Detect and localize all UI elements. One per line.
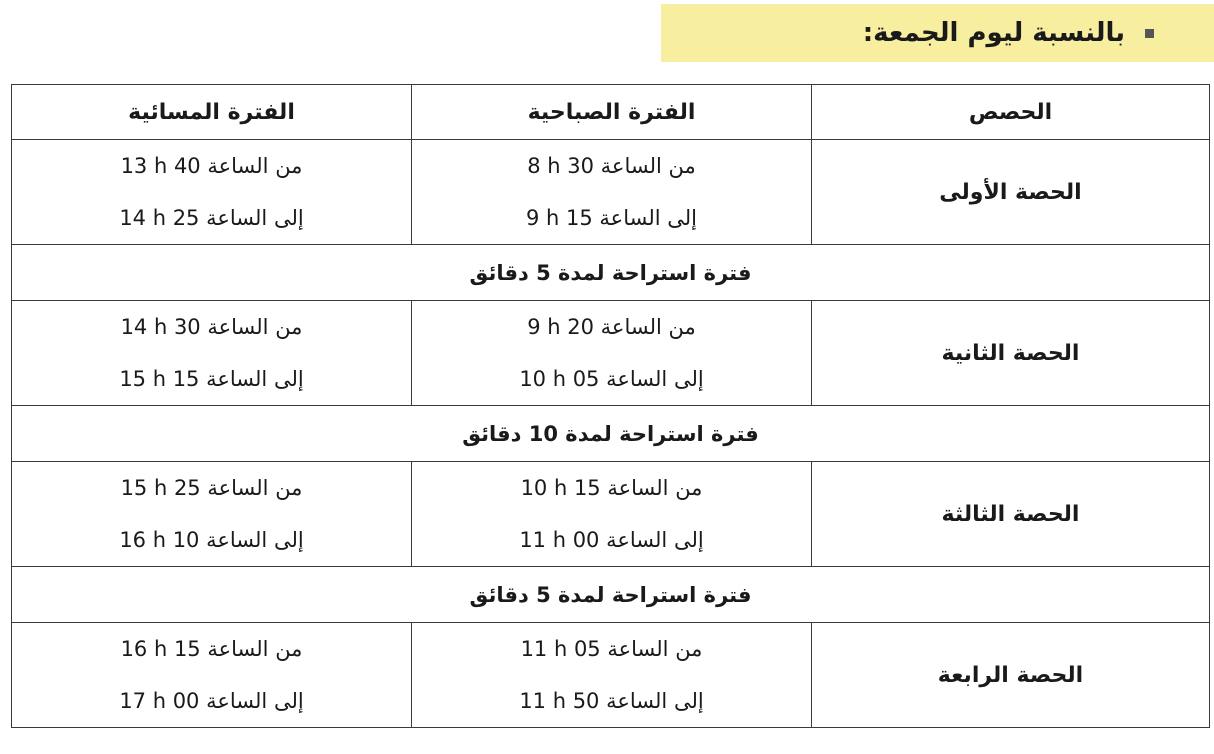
to-label: إلى الساعة (599, 206, 697, 230)
from-time: 10 h 15 (520, 476, 601, 500)
to-label: إلى الساعة (206, 689, 304, 713)
to-time: 11 h 50 (519, 689, 600, 713)
evening-to-line (12, 527, 411, 553)
evening-from-line (12, 475, 411, 501)
to-time: 16 h 10 (119, 528, 200, 552)
from-time: 15 h 25 (120, 476, 201, 500)
evening-to-line (12, 366, 411, 392)
morning-to-line (412, 205, 811, 231)
from-label: من الساعة (207, 154, 303, 178)
evening-from-line (12, 314, 411, 340)
from-time: 14 h 30 (120, 315, 201, 339)
square-bullet-icon (1145, 29, 1154, 38)
evening-to-line (12, 688, 411, 714)
to-time: 17 h 00 (119, 689, 200, 713)
to-label: إلى الساعة (206, 367, 304, 391)
morning-from-line (412, 636, 811, 662)
to-time: 15 h 15 (119, 367, 200, 391)
break-label: فترة استراحة لمدة 5 دقائق (12, 567, 1210, 623)
from-time: 16 h 15 (120, 637, 201, 661)
evening-from-line (12, 153, 411, 179)
header-morning-period: الفترة الصباحية (412, 85, 812, 140)
from-label: من الساعة (207, 637, 303, 661)
session-name: الحصة الثالثة (812, 462, 1210, 567)
to-time: 9 h 15 (525, 206, 593, 230)
friday-schedule-table (11, 84, 1210, 728)
from-label: من الساعة (207, 315, 303, 339)
break-row (12, 406, 1210, 462)
from-time: 13 h 40 (120, 154, 201, 178)
to-label: إلى الساعة (606, 689, 704, 713)
from-label: من الساعة (607, 476, 703, 500)
to-time: 14 h 25 (119, 206, 200, 230)
from-label: من الساعة (207, 476, 303, 500)
session-name: الحصة الثانية (812, 301, 1210, 406)
morning-from-line (412, 475, 811, 501)
morning-time-cell (412, 462, 812, 567)
from-time: 9 h 20 (527, 315, 594, 339)
morning-time-cell (412, 301, 812, 406)
friday-heading: بالنسبة ليوم الجمعة: (862, 18, 1125, 48)
table-row (12, 140, 1210, 245)
morning-to-line (412, 527, 811, 553)
evening-time-cell (12, 140, 412, 245)
to-label: إلى الساعة (206, 206, 304, 230)
table-row (12, 301, 1210, 406)
session-name: الحصة الرابعة (812, 623, 1210, 728)
break-label: فترة استراحة لمدة 10 دقائق (12, 406, 1210, 462)
break-row (12, 245, 1210, 301)
from-label: من الساعة (607, 637, 703, 661)
table-row (12, 462, 1210, 567)
evening-from-line (12, 636, 411, 662)
session-name: الحصة الأولى (812, 140, 1210, 245)
evening-to-line (12, 205, 411, 231)
to-label: إلى الساعة (606, 367, 704, 391)
evening-time-cell (12, 462, 412, 567)
from-time: 8 h 30 (527, 154, 594, 178)
morning-to-line (412, 366, 811, 392)
table-header-row (12, 85, 1210, 140)
friday-heading-box (661, 4, 1214, 62)
morning-to-line (412, 688, 811, 714)
to-time: 10 h 05 (519, 367, 600, 391)
morning-time-cell (412, 140, 812, 245)
morning-time-cell (412, 623, 812, 728)
morning-from-line (412, 314, 811, 340)
evening-time-cell (12, 623, 412, 728)
morning-from-line (412, 153, 811, 179)
to-label: إلى الساعة (206, 528, 304, 552)
evening-time-cell (12, 301, 412, 406)
break-row (12, 567, 1210, 623)
to-label: إلى الساعة (606, 528, 704, 552)
header-sessions: الحصص (812, 85, 1210, 140)
to-time: 11 h 00 (519, 528, 600, 552)
from-time: 11 h 05 (520, 637, 601, 661)
from-label: من الساعة (600, 315, 696, 339)
header-evening-period: الفترة المسائية (12, 85, 412, 140)
break-label: فترة استراحة لمدة 5 دقائق (12, 245, 1210, 301)
table-row (12, 623, 1210, 728)
from-label: من الساعة (600, 154, 696, 178)
